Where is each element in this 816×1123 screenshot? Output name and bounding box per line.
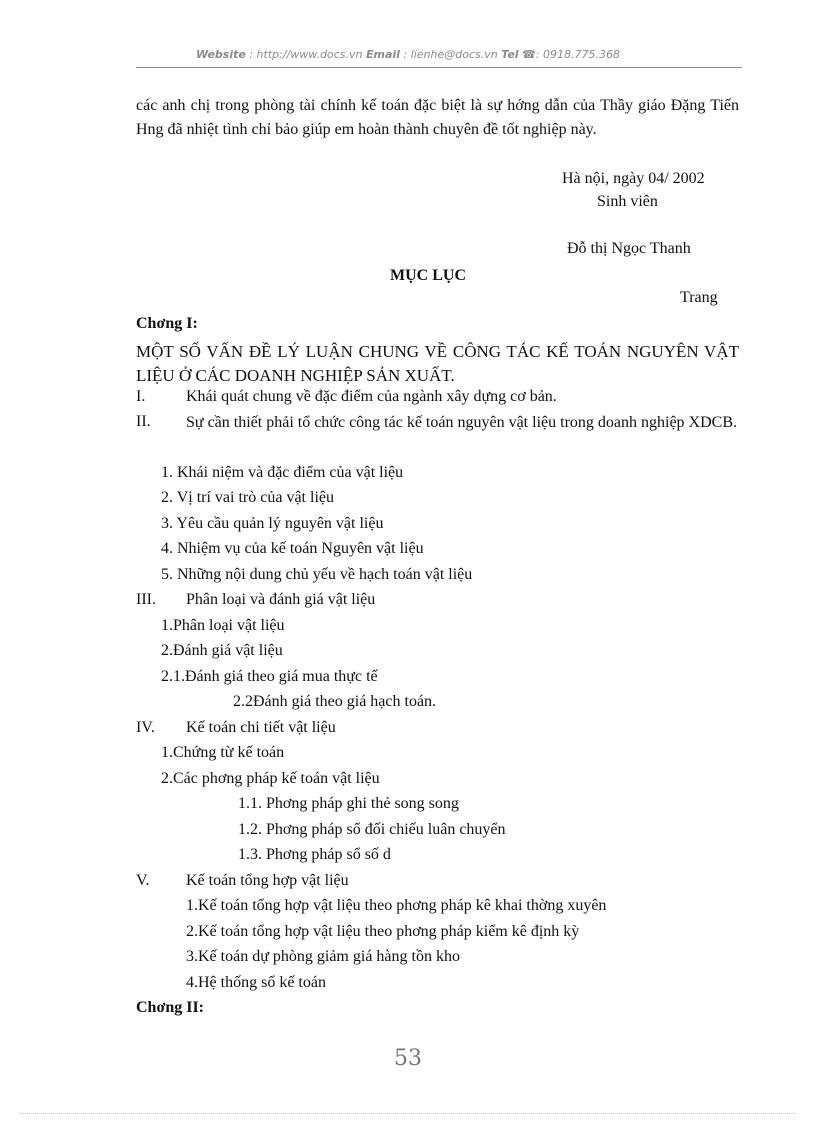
intro-paragraph: các anh chị trong phòng tài chính kế toán đặc biệt là sự hớng dẫn của Thầy giáo Đặng Tiến Hng đã nhiệt tình chỉ bảo giúp em hoàn thành chuyên đề tốt nghiệp này.	[136, 97, 739, 138]
section-5-item: 2.Kế toán tổng hợp vật liệu theo phơng pháp kiểm kê định kỳ	[186, 923, 580, 940]
tel-value: ☎: 0918.775.368	[522, 48, 620, 61]
section-4-item: 2.Các phơng pháp kế toán vật liệu	[161, 770, 380, 787]
section-3-item: 2.1.Đánh giá theo giá mua thực tế	[161, 668, 378, 685]
chapter-1-title: MỘT SỐ VẤN ĐỀ LÝ LUẬN CHUNG VỀ CÔNG TÁC KẾ TOÁN NGUYÊN VẬT LIỆU Ở CÁC DOANH NGHIỆP SẢN XUẤT.	[136, 342, 739, 385]
tel-label: Tel	[501, 48, 519, 61]
section-2-item: 2. Vị trí vai trò của vật liệu	[161, 489, 334, 506]
page-bottom-border	[20, 1113, 796, 1114]
section-4-item: 1.1. Phơng pháp ghi thẻ song song	[238, 795, 459, 812]
section-1-title: Khái quát chung về đặc điểm của ngành xây dựng cơ bản.	[186, 388, 557, 405]
section-5-item: 4.Hệ thống sổ kế toán	[186, 974, 326, 991]
section-4-item: 1.Chứng từ kế toán	[161, 744, 285, 761]
toc-title: MỤC LỤC	[390, 267, 466, 284]
website-value: : http://www.docs.vn	[249, 48, 363, 61]
section-2-item: 4. Nhiệm vụ của kế toán Nguyên vật liệu	[161, 540, 424, 557]
email-label: Email	[366, 48, 400, 61]
signature-role: Sinh viên	[597, 193, 658, 210]
section-4-title: Kế toán chi tiết vật liệu	[186, 719, 336, 736]
section-3-title: Phân loại và đánh giá vật liệu	[186, 591, 376, 608]
section-2-item: 3. Yêu cầu quản lý nguyên vật liệu	[161, 515, 384, 532]
section-5-title: Kế toán tổng hợp vật liệu	[186, 872, 349, 889]
chapter-2-label: Chơng II:	[136, 999, 204, 1016]
toc-page-label: Trang	[680, 289, 718, 306]
section-5-item: 3.Kế toán dự phòng giảm giá hàng tồn kho	[186, 948, 460, 965]
signature-name: Đỗ thị Ngọc Thanh	[567, 240, 691, 257]
page-number: 53	[394, 1046, 422, 1071]
section-5-item: 1.Kế toán tổng hợp vật liệu theo phơng pháp kê khai thờng xuyên	[186, 897, 607, 914]
website-label: Website	[196, 48, 246, 61]
section-4-item: 1.2. Phơng pháp sổ đối chiếu luân chuyển	[238, 821, 506, 838]
section-4-item: 1.3. Phơng pháp sổ số d	[238, 846, 391, 863]
section-3-item: 2.Đánh giá vật liệu	[161, 642, 283, 659]
section-2-title: Sự cần thiết phải tổ chức công tác kế toán nguyên vật liệu trong doanh nghiệp XDCB.	[186, 414, 737, 431]
section-3-number: III.	[136, 591, 156, 608]
section-4-number: IV.	[136, 719, 155, 736]
section-2-item: 1. Khái niệm và đặc điểm của vật liệu	[161, 464, 404, 481]
chapter-1-label: Chơng I:	[136, 315, 198, 332]
page-header	[0, 48, 816, 61]
header-divider	[136, 67, 742, 68]
section-2-number: II.	[136, 413, 151, 430]
section-3-item: 2.2Đánh giá theo giá hạch toán.	[233, 693, 437, 710]
section-1-number: I.	[136, 388, 146, 405]
signature-date: Hà nội, ngày 04/ 2002	[562, 170, 705, 187]
section-3-item: 1.Phân loại vật liệu	[161, 617, 285, 634]
section-5-number: V.	[136, 872, 150, 889]
section-2-item: 5. Những nội dung chủ yếu về hạch toán vật liệu	[161, 566, 473, 583]
email-value: : lienhe@docs.vn	[403, 48, 498, 61]
